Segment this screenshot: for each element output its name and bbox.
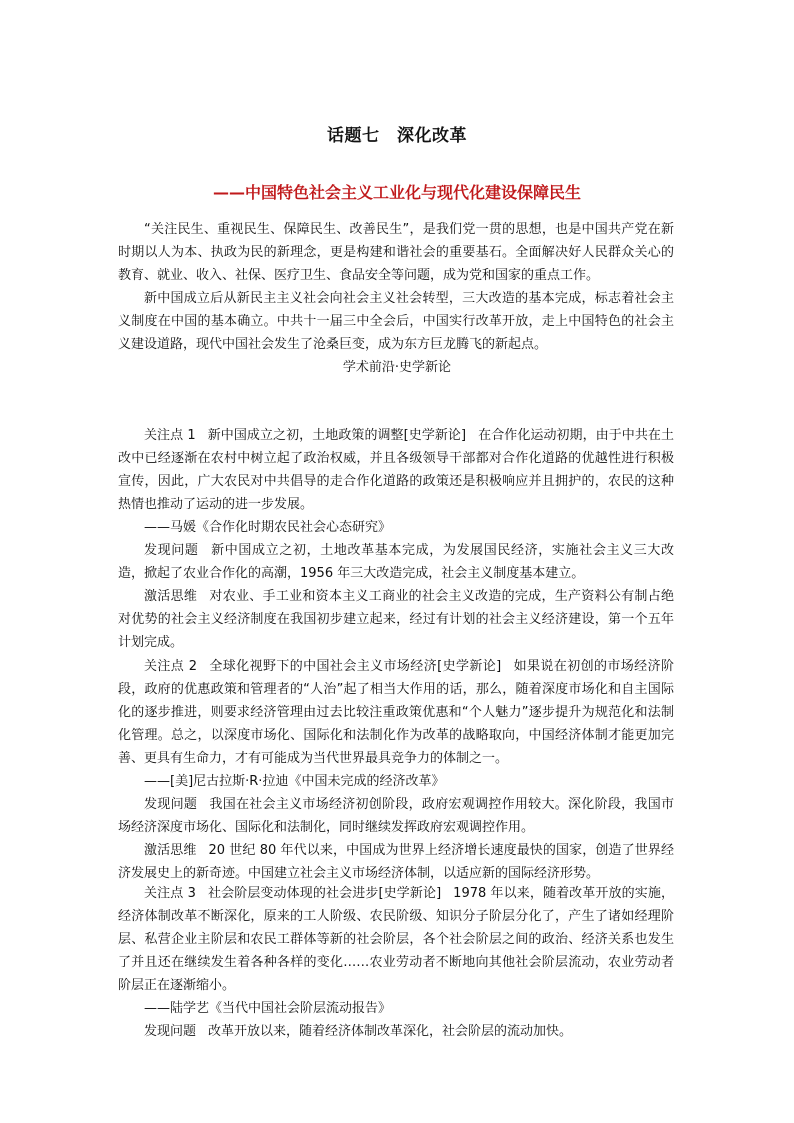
section-heading: 学术前沿·史学新论	[342, 360, 452, 375]
focus-point-2	[118, 655, 674, 885]
intro-paragraph: 新中国成立后从新民主主义社会向社会主义社会转型，三大改造的基本完成，标志着社会主义制度在中国的基本确立。中共十一届三中全会后，中国实行改革开放，走上中国特色的社会主义建设道路，现代中国社会发生了沧桑巨变，成为东方巨龙腾飞的新起点。	[118, 291, 674, 352]
focus-point-quote	[118, 655, 674, 770]
focus-point-quote	[118, 882, 674, 997]
focus-point-tag: [史学新论]	[403, 428, 467, 443]
discover-text: 改革开放以来，随着经济体制改革深化，社会阶层的流动加快。	[208, 1024, 573, 1039]
focus-point-tag: [史学新论]	[437, 659, 502, 674]
activate-thinking	[118, 585, 674, 654]
activate-thinking	[118, 839, 674, 885]
focus-point-label: 关注点 3	[144, 886, 196, 901]
focus-point-heading: 新中国成立之初，土地政策的调整	[207, 428, 404, 443]
page-subtitle: ——中国特色社会主义工业化与现代化建设保障民生	[212, 183, 581, 202]
quote-source: ——陆学艺《当代中国社会阶层流动报告》	[144, 1001, 392, 1016]
quote-source: ——马媛《合作化时期农民社会心态研究》	[144, 520, 392, 535]
activate-label: 激活思维	[144, 589, 198, 604]
discover-question	[118, 539, 674, 585]
discover-label: 发现问题	[144, 797, 198, 812]
focus-point-3	[118, 882, 674, 1043]
activate-label: 激活思维	[144, 843, 197, 858]
focus-point-label: 关注点 2	[144, 659, 197, 674]
discover-label: 发现问题	[144, 1024, 197, 1039]
activate-text: 对农业、手工业和资本主义工商业的社会主义改造的完成，生产资料公有制占绝对优势的社会主义经济制度在我国初步建立起来，经过有计划的社会主义经济建设，第一个五年计划完成。	[118, 589, 674, 650]
discover-text: 新中国成立之初，土地改革基本完成，为发展国民经济，实施社会主义三大改造，掀起了农业合作化的高潮，1956 年三大改造完成，社会主义制度基本建立。	[118, 543, 674, 581]
focus-point-1	[118, 424, 674, 654]
discover-text: 我国在社会主义市场经济初创阶段，政府宏观调控作用较大。深化阶段，我国市场经济深度市场化、国际化和法制化，同时继续发挥政府宏观调控作用。	[118, 797, 674, 835]
quote-source: ——[美]尼古拉斯·R·拉迪《中国未完成的经济改革》	[144, 774, 445, 789]
focus-point-quote-text: 在合作化运动初期，由于中共在土改中已经逐渐在农村中树立起了政治权威，并且各级领导干部都对合作化道路的优越性进行积极宣传，因此，广大农民对中共倡导的走合作化道路的政策还是积极响应并且拥护的，农民的这种热情也推动了运动的进一步发展。	[118, 428, 674, 512]
intro-paragraph: “关注民生、重视民生、保障民生、改善民生”，是我们党一贯的思想，也是中国共产党在新时期以人为本、执政为民的新理念，更是构建和谐社会的重要基石。全面解决好人民群众关心的教育、就业、收入、社保、医疗卫生、食品安全等问题，成为党和国家的重点工作。	[118, 222, 674, 283]
focus-point-quote	[118, 424, 674, 516]
intro-section	[118, 218, 674, 356]
focus-point-quote-text: 1978 年以来，随着改革开放的实施，经济体制改革不断深化，原来的工人阶级、农民阶级、知识分子阶层分化了，产生了诸如经理阶层、私营企业主阶层和农民工群体等新的社会阶层，各个社会阶层之间的政治、经济关系也发生了并且还在继续发生着各种各样的变化……农业劳动者不断地向其他社会阶层流动，农业劳动者阶层正在逐渐缩小。	[118, 886, 674, 993]
focus-point-label: 关注点 1	[144, 428, 196, 443]
focus-point-tag: [史学新论]	[378, 886, 442, 901]
focus-point-heading: 社会阶层变动体现的社会进步	[207, 886, 379, 901]
discover-question	[118, 1020, 674, 1043]
activate-text: 20 世纪 80 年代以来，中国成为世界上经济增长速度最快的国家，创造了世界经济发展史上的新奇迹。中国建立社会主义市场经济体制，以适应新的国际经济形势。	[118, 843, 674, 881]
discover-question	[118, 793, 674, 839]
focus-point-heading: 全球化视野下的中国社会主义市场经济	[208, 659, 438, 674]
focus-point-quote-text: 如果说在初创的市场经济阶段，政府的优惠政策和管理者的“人治”起了相当大作用的话，那么，随着深度市场化和自主国际化的逐步推进，则要求经济管理由过去比较注重政策优惠和“个人魅力”逐步提升为规范化和法制化管理。总之，以深度市场化、国际化和法制化作为改革的战略取向，中国经济体制才能更加完善、更具有生命力，才有可能成为当代世界最具竞争力的体制之一。	[118, 659, 674, 766]
page-title: 话题七 深化改革	[327, 126, 467, 146]
discover-label: 发现问题	[144, 543, 199, 558]
